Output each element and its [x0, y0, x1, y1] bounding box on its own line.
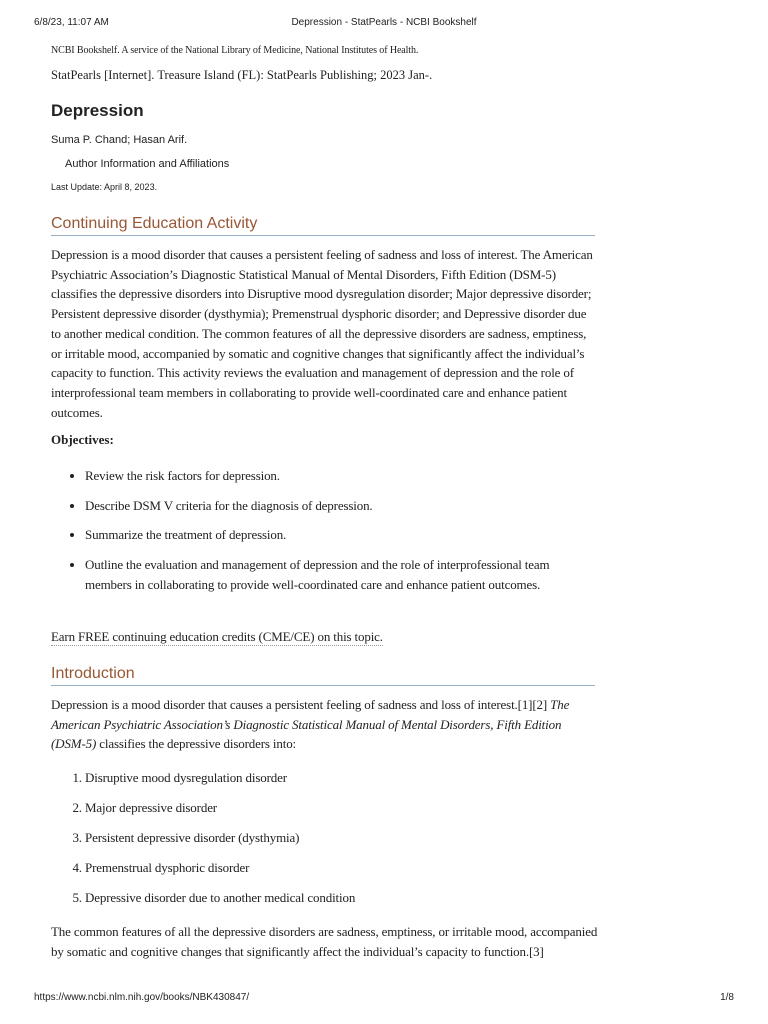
objectives-label: Objectives: — [51, 432, 114, 447]
intro-closing-paragraph: The common features of all the depressive disorders are sadness, emptiness, or irritable mood, accompanied by somatic and cognitive changes that significantly affect the individual’s capacity to function.[3] — [51, 924, 598, 959]
list-item: 4. Premenstrual dysphoric disorder — [85, 858, 599, 878]
list-item: 3. Persistent depressive disorder (dysthymia) — [85, 828, 599, 848]
list-item: 5. Depressive disorder due to another medical condition — [85, 888, 599, 908]
cme-credits-link[interactable]: Earn FREE continuing education credits (CME/CE) on this topic. — [51, 629, 383, 644]
list-item: 2. Major depressive disorder — [85, 798, 599, 818]
objectives-list — [51, 466, 599, 605]
author-affiliations-link[interactable]: Author Information and Affiliations — [65, 158, 230, 170]
author-list: Suma P. Chand; Hasan Arif. — [51, 134, 188, 146]
intro-text-start: Depression is a mood disorder that causes a persistent feeling of sadness and loss of interest.[1][2] — [51, 697, 551, 712]
disorder-types-list — [51, 768, 599, 918]
intro-text-end: classifies the depressive disorders into: — [96, 736, 297, 752]
print-datetime: 6/8/23, 11:07 AM — [34, 17, 109, 28]
last-update: Last Update: April 8, 2023. — [51, 182, 158, 192]
print-url: https://www.ncbi.nlm.nih.gov/books/NBK430847/ — [34, 992, 250, 1003]
list-item: 1. Disruptive mood dysregulation disorder — [85, 768, 599, 788]
bookshelf-notice: NCBI Bookshelf. A service of the National Library of Medicine, National Institutes of Health. — [51, 45, 419, 56]
list-item: • Describe DSM V criteria for the diagnosis of depression. — [85, 496, 599, 516]
section-heading-continuing-education: Continuing Education Activity — [51, 215, 595, 236]
print-header — [0, 17, 768, 31]
ce-paragraph: Depression is a mood disorder that causes a persistent feeling of sadness and loss of interest. The American Psychiatric Association’s Diagnostic Statistical Manual of Mental Disorders, Fifth Edition (DSM-5) classifies the depressive disorders into Disruptive mood dysregulation disorder; Major depressive disorder; Persistent depressive disorder (dysthymia); Premenstrual dysphoric disorder; and Depressive disorder due to another medical condition. The common features of all the depressive disorders are sadness, emptiness, or irritable mood, accompanied by somatic and cognitive changes that significantly affect the individual’s capacity to function. This activity reviews the evaluation and management of depression and the role of interprofessional team members in collaborating to provide well-coordinated care and enhance patient outcomes. — [51, 247, 593, 420]
intro-paragraph — [51, 695, 599, 754]
book-citation: StatPearls [Internet]. Treasure Island (FL): StatPearls Publishing; 2023 Jan-. — [51, 68, 433, 82]
print-page-title: Depression - StatPearls - NCBI Bookshelf — [291, 17, 477, 28]
print-page-number: 1/8 — [720, 992, 734, 1003]
page-title: Depression — [51, 101, 144, 120]
section-heading-introduction: Introduction — [51, 665, 595, 686]
list-item: • Review the risk factors for depression. — [85, 466, 599, 486]
print-footer — [0, 992, 768, 1006]
list-item: • Summarize the treatment of depression. — [85, 525, 599, 545]
list-item: • Outline the evaluation and management of depression and the role of interprofessional team members in collaborating to provide well-coordinated care and enhance patient outcomes. — [85, 555, 599, 594]
dsm5-title: The American Psychiatric Association’s Diagnostic Statistical Manual of Mental Disorders, Fifth Edition (DSM-5) — [51, 697, 570, 752]
